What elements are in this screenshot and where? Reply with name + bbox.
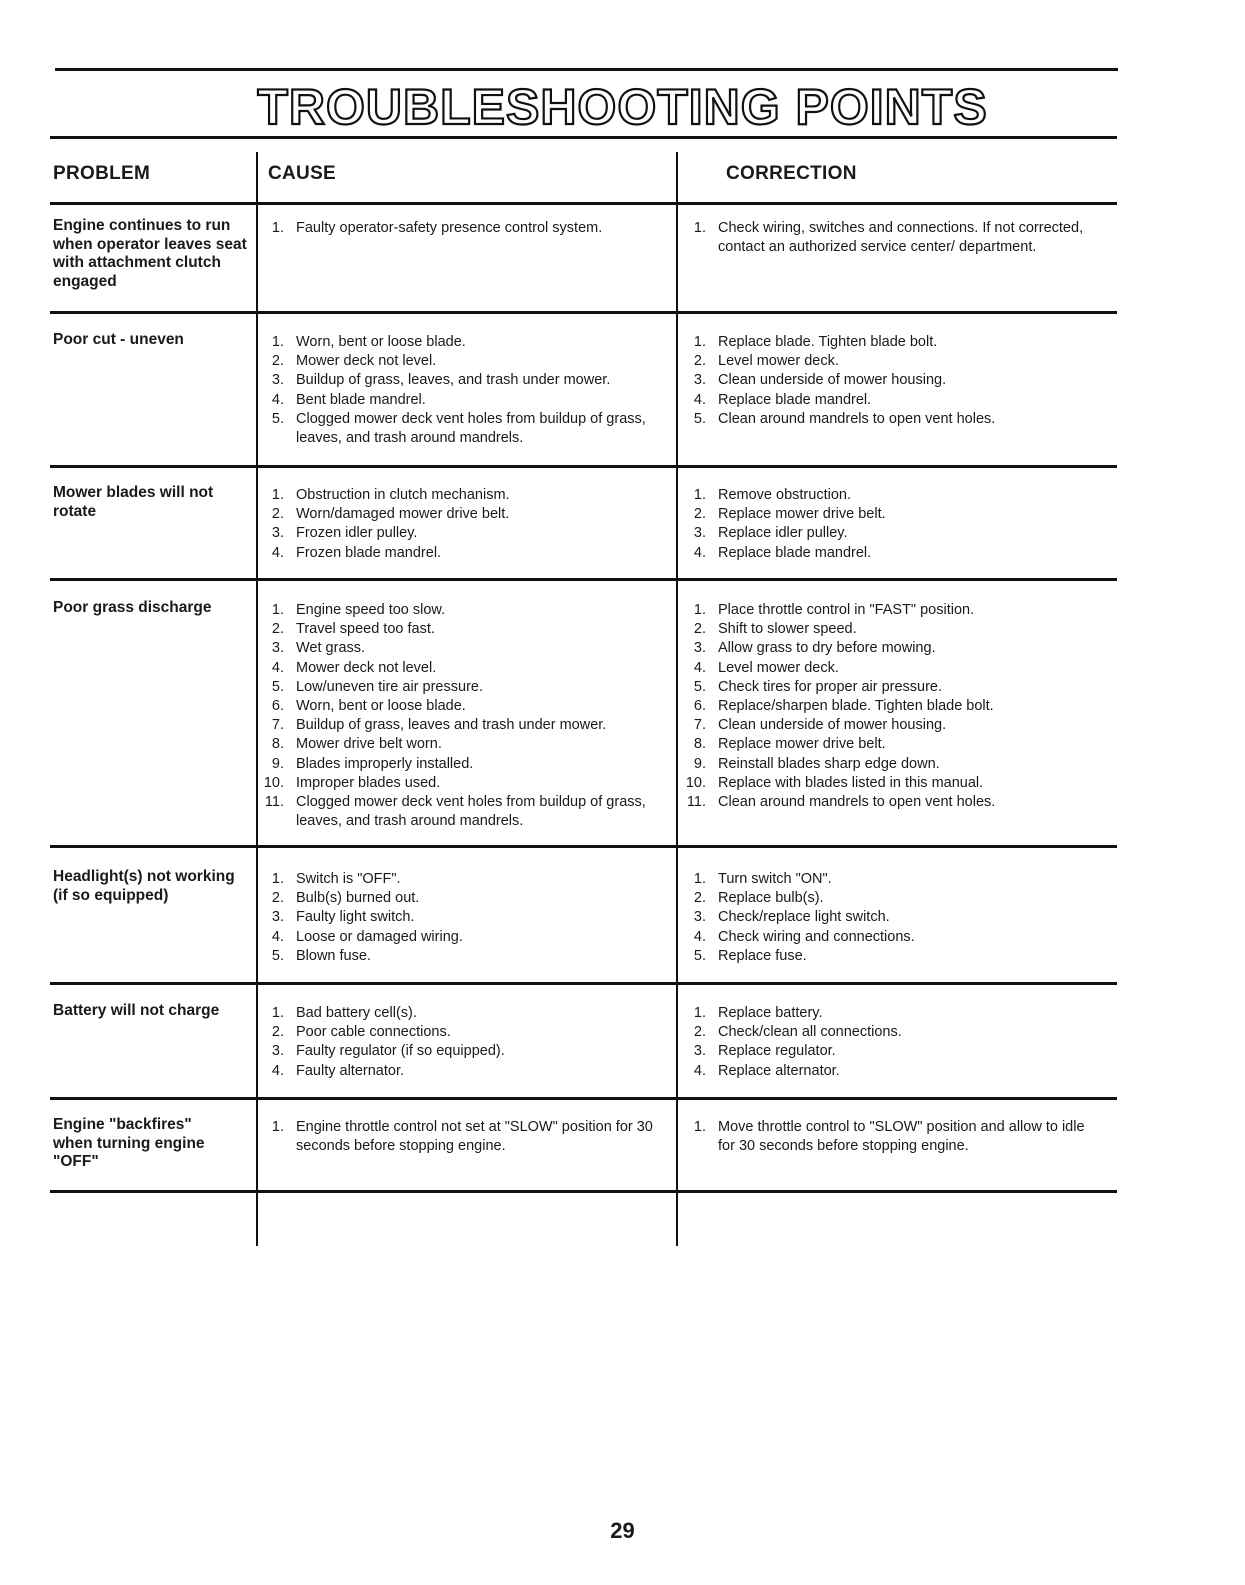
item-text: Loose or damaged wiring. — [296, 928, 463, 945]
list-item — [684, 486, 1104, 505]
cause-list — [262, 870, 662, 966]
cause-list — [262, 486, 662, 563]
list-item — [262, 410, 662, 448]
item-text: Replace blade. Tighten blade bolt. — [718, 334, 938, 350]
item-text: Faulty light switch. — [296, 909, 415, 926]
list-item — [684, 678, 1104, 697]
row-divider — [50, 465, 1117, 468]
correction-list — [684, 601, 1104, 812]
list-item — [684, 755, 1104, 774]
row-divider — [50, 1097, 1117, 1100]
item-text: Bad battery cell(s). — [296, 1005, 417, 1021]
cause-list — [262, 1118, 662, 1156]
item-number: 3. — [693, 372, 706, 389]
item-text: Move throttle control to "SLOW" position and allow to idle for 30 seconds before stopping engine. — [718, 1119, 1085, 1155]
list-item — [262, 755, 662, 774]
item-number: 7. — [693, 717, 706, 734]
list-item — [684, 928, 1104, 947]
problem-text: Poor cut - uneven — [53, 331, 184, 348]
list-item — [684, 505, 1104, 524]
item-text: Mower drive belt worn. — [296, 736, 442, 753]
item-number: 4. — [271, 659, 284, 676]
item-text: Mower deck not level. — [296, 353, 437, 370]
item-text: Blown fuse. — [296, 947, 371, 964]
item-text: Blades improperly installed. — [296, 755, 474, 772]
item-text: Place throttle control in "FAST" position. — [718, 602, 975, 618]
item-number: 1. — [693, 487, 706, 503]
list-item — [684, 544, 1104, 563]
correction-list — [684, 486, 1104, 563]
item-text: Replace bulb(s). — [718, 890, 824, 907]
item-number: 7. — [271, 717, 284, 734]
list-item — [262, 1023, 662, 1042]
list-item — [684, 410, 1104, 429]
list-item — [262, 391, 662, 410]
item-number: 1. — [271, 1119, 284, 1135]
item-number: 9. — [271, 755, 284, 772]
item-number: 5. — [271, 947, 284, 964]
problem-text: Battery will not charge — [53, 1002, 220, 1019]
item-number: 3. — [693, 909, 706, 926]
item-text: Check wiring, switches and connections. If not corrected, contact an authorized service center/ department. — [718, 220, 1084, 256]
cause-list — [262, 1004, 662, 1081]
item-text: Replace/sharpen blade. Tighten blade bolt. — [718, 698, 994, 715]
item-number: 4. — [693, 544, 706, 561]
list-item — [684, 391, 1104, 410]
item-number: 2. — [271, 621, 284, 638]
row-divider — [50, 202, 1117, 205]
list-item — [684, 1042, 1104, 1061]
item-text: Travel speed too fast. — [296, 621, 435, 638]
list-item — [262, 870, 662, 889]
item-number: 3. — [693, 525, 706, 542]
list-item — [684, 908, 1104, 927]
item-text: Level mower deck. — [718, 353, 839, 370]
item-number: 11. — [264, 794, 284, 811]
header-correction: CORRECTION — [726, 163, 857, 184]
item-text: Bent blade mandrel. — [296, 391, 426, 408]
item-text: Low/uneven tire air pressure. — [296, 678, 483, 695]
item-number: 2. — [693, 353, 706, 370]
list-item — [684, 659, 1104, 678]
list-item — [262, 678, 662, 697]
item-text: Shift to slower speed. — [718, 621, 857, 638]
row-divider — [50, 845, 1117, 848]
correction-list — [684, 219, 1104, 257]
correction-list — [684, 1118, 1104, 1156]
list-item — [684, 219, 1104, 257]
item-text: Check tires for proper air pressure. — [718, 678, 943, 695]
problem-text: Headlight(s) not working (if so equipped) — [53, 868, 235, 904]
item-number: 8. — [693, 736, 706, 753]
column-divider-cause-correction — [676, 152, 678, 1246]
list-item — [684, 352, 1104, 371]
list-item — [684, 1023, 1104, 1042]
list-item — [262, 889, 662, 908]
row-divider — [50, 578, 1117, 581]
list-item — [684, 333, 1104, 352]
item-text: Wet grass. — [296, 640, 366, 657]
page-number: 29 — [610, 1518, 635, 1543]
row-divider — [50, 1190, 1117, 1193]
item-number: 4. — [271, 391, 284, 408]
item-text: Clean underside of mower housing. — [718, 717, 947, 734]
item-text: Replace blade mandrel. — [718, 544, 872, 561]
item-number: 4. — [693, 659, 706, 676]
list-item — [262, 639, 662, 658]
list-item — [684, 371, 1104, 390]
list-item — [684, 889, 1104, 908]
item-number: 5. — [693, 678, 706, 695]
item-number: 1. — [271, 334, 284, 350]
item-number: 1. — [693, 602, 706, 618]
item-number: 1. — [693, 871, 706, 887]
item-number: 1. — [271, 220, 284, 236]
item-number: 3. — [271, 525, 284, 542]
list-item — [684, 1118, 1104, 1156]
item-number: 3. — [271, 640, 284, 657]
item-text: Check/clean all connections. — [718, 1024, 902, 1041]
item-text: Clean underside of mower housing. — [718, 372, 947, 389]
item-text: Replace fuse. — [718, 947, 807, 964]
item-text: Frozen blade mandrel. — [296, 544, 442, 561]
item-text: Remove obstruction. — [718, 487, 851, 503]
item-text: Replace mower drive belt. — [718, 736, 886, 753]
item-text: Replace battery. — [718, 1005, 823, 1021]
item-text: Frozen idler pulley. — [296, 525, 418, 542]
item-number: 6. — [271, 698, 284, 715]
item-text: Turn switch "ON". — [718, 871, 832, 887]
column-divider-problem-cause — [256, 152, 258, 1246]
list-item — [262, 371, 662, 390]
list-item — [684, 601, 1104, 620]
correction-list — [684, 1004, 1104, 1081]
item-number: 1. — [693, 1005, 706, 1021]
row-divider — [50, 311, 1117, 314]
list-item — [262, 486, 662, 505]
list-item — [262, 1042, 662, 1061]
item-number: 3. — [271, 372, 284, 389]
list-item — [262, 601, 662, 620]
list-item — [684, 524, 1104, 543]
page-title: TROUBLESHOOTING POINTS — [257, 79, 988, 135]
item-text: Buildup of grass, leaves, and trash under mower. — [296, 372, 611, 389]
cause-list — [262, 601, 662, 831]
list-item — [262, 793, 662, 831]
list-item — [262, 544, 662, 563]
list-item — [262, 659, 662, 678]
item-text: Replace alternator. — [718, 1062, 840, 1079]
item-number: 2. — [271, 506, 284, 523]
list-item — [684, 947, 1104, 966]
list-item — [262, 774, 662, 793]
item-number: 5. — [693, 947, 706, 964]
item-number: 3. — [271, 1043, 284, 1060]
correction-list — [684, 333, 1104, 429]
item-text: Bulb(s) burned out. — [296, 890, 420, 907]
item-number: 2. — [271, 1024, 284, 1041]
item-text: Replace regulator. — [718, 1043, 836, 1060]
row-divider — [50, 982, 1117, 985]
problem-text: Mower blades will not rotate — [53, 484, 214, 520]
list-item — [684, 620, 1104, 639]
item-number: 3. — [693, 1043, 706, 1060]
list-item — [262, 219, 662, 238]
list-item — [262, 1062, 662, 1081]
item-number: 11. — [686, 794, 706, 811]
item-text: Worn, bent or loose blade. — [296, 698, 466, 715]
header-cause: CAUSE — [268, 163, 337, 184]
item-number: 3. — [271, 909, 284, 926]
item-number: 2. — [693, 890, 706, 907]
item-text: Obstruction in clutch mechanism. — [296, 487, 510, 503]
list-item — [262, 1118, 662, 1156]
item-text: Improper blades used. — [296, 774, 441, 791]
item-number: 1. — [271, 487, 284, 503]
item-text: Replace mower drive belt. — [718, 506, 886, 523]
item-number: 10. — [263, 774, 284, 791]
list-item — [684, 793, 1104, 812]
item-number: 4. — [271, 928, 284, 945]
item-text: Check/replace light switch. — [718, 909, 890, 926]
item-number: 4. — [693, 1062, 706, 1079]
item-number: 1. — [271, 871, 284, 887]
problem-text: Poor grass discharge — [53, 599, 212, 616]
item-number: 5. — [693, 410, 706, 427]
item-text: Worn, bent or loose blade. — [296, 334, 466, 350]
list-item — [684, 1062, 1104, 1081]
list-item — [684, 697, 1104, 716]
title-bottom-rule — [50, 136, 1117, 139]
item-text: Clogged mower deck vent holes from buildup of grass, leaves, and trash around mandrels. — [296, 794, 646, 830]
item-text: Replace with blades listed in this manual. — [718, 774, 984, 791]
list-item — [262, 947, 662, 966]
list-item — [684, 639, 1104, 658]
item-number: 4. — [271, 1062, 284, 1079]
list-item — [684, 774, 1104, 793]
item-number: 9. — [693, 755, 706, 772]
item-text: Replace idler pulley. — [718, 525, 848, 542]
item-number: 2. — [693, 1024, 706, 1041]
item-number: 2. — [271, 353, 284, 370]
list-item — [262, 735, 662, 754]
item-text: Faulty operator-safety presence control system. — [296, 220, 603, 236]
problem-text: Engine "backfires" when turning engine "OFF" — [53, 1116, 205, 1170]
item-text: Reinstall blades sharp edge down. — [718, 755, 940, 772]
list-item — [684, 716, 1104, 735]
item-text: Check wiring and connections. — [718, 928, 915, 945]
list-item — [262, 908, 662, 927]
item-text: Buildup of grass, leaves and trash under mower. — [296, 717, 607, 734]
item-number: 5. — [271, 410, 284, 427]
list-item — [262, 524, 662, 543]
item-text: Worn/damaged mower drive belt. — [296, 506, 510, 523]
list-item — [262, 697, 662, 716]
item-text: Engine throttle control not set at "SLOW" position for 30 seconds before stopping engine. — [296, 1119, 653, 1155]
item-number: 4. — [693, 391, 706, 408]
item-text: Faulty alternator. — [296, 1062, 404, 1079]
title-top-rule — [55, 68, 1118, 71]
cause-list — [262, 219, 662, 238]
item-number: 1. — [271, 1005, 284, 1021]
cause-list — [262, 333, 662, 448]
list-item — [262, 333, 662, 352]
list-item — [262, 716, 662, 735]
item-text: Clean around mandrels to open vent holes. — [718, 794, 996, 811]
header-problem: PROBLEM — [53, 163, 151, 184]
list-item — [262, 352, 662, 371]
item-text: Engine speed too slow. — [296, 602, 446, 618]
list-item — [262, 505, 662, 524]
correction-list — [684, 870, 1104, 966]
list-item — [684, 870, 1104, 889]
item-number: 4. — [271, 544, 284, 561]
item-text: Poor cable connections. — [296, 1024, 451, 1041]
item-number: 1. — [693, 334, 706, 350]
item-number: 1. — [693, 220, 706, 236]
problem-text: Engine continues to run when operator leaves seat with attachment clutch engaged — [53, 217, 247, 290]
item-number: 1. — [271, 602, 284, 618]
item-number: 5. — [271, 678, 284, 695]
list-item — [262, 928, 662, 947]
list-item — [684, 735, 1104, 754]
item-number: 2. — [271, 890, 284, 907]
item-text: Level mower deck. — [718, 659, 839, 676]
item-number: 4. — [693, 928, 706, 945]
item-text: Allow grass to dry before mowing. — [718, 640, 936, 657]
item-number: 10. — [685, 774, 706, 791]
item-text: Replace blade mandrel. — [718, 391, 872, 408]
item-number: 8. — [271, 736, 284, 753]
item-text: Faulty regulator (if so equipped). — [296, 1043, 505, 1060]
item-number: 6. — [693, 698, 706, 715]
item-text: Clogged mower deck vent holes from buildup of grass, leaves, and trash around mandrels. — [296, 410, 646, 447]
item-number: 2. — [693, 506, 706, 523]
item-number: 2. — [693, 621, 706, 638]
item-text: Switch is "OFF". — [296, 871, 401, 887]
item-number: 1. — [693, 1119, 706, 1135]
item-text: Mower deck not level. — [296, 659, 437, 676]
item-text: Clean around mandrels to open vent holes. — [718, 410, 996, 427]
list-item — [262, 1004, 662, 1023]
item-number: 3. — [693, 640, 706, 657]
list-item — [262, 620, 662, 639]
list-item — [684, 1004, 1104, 1023]
